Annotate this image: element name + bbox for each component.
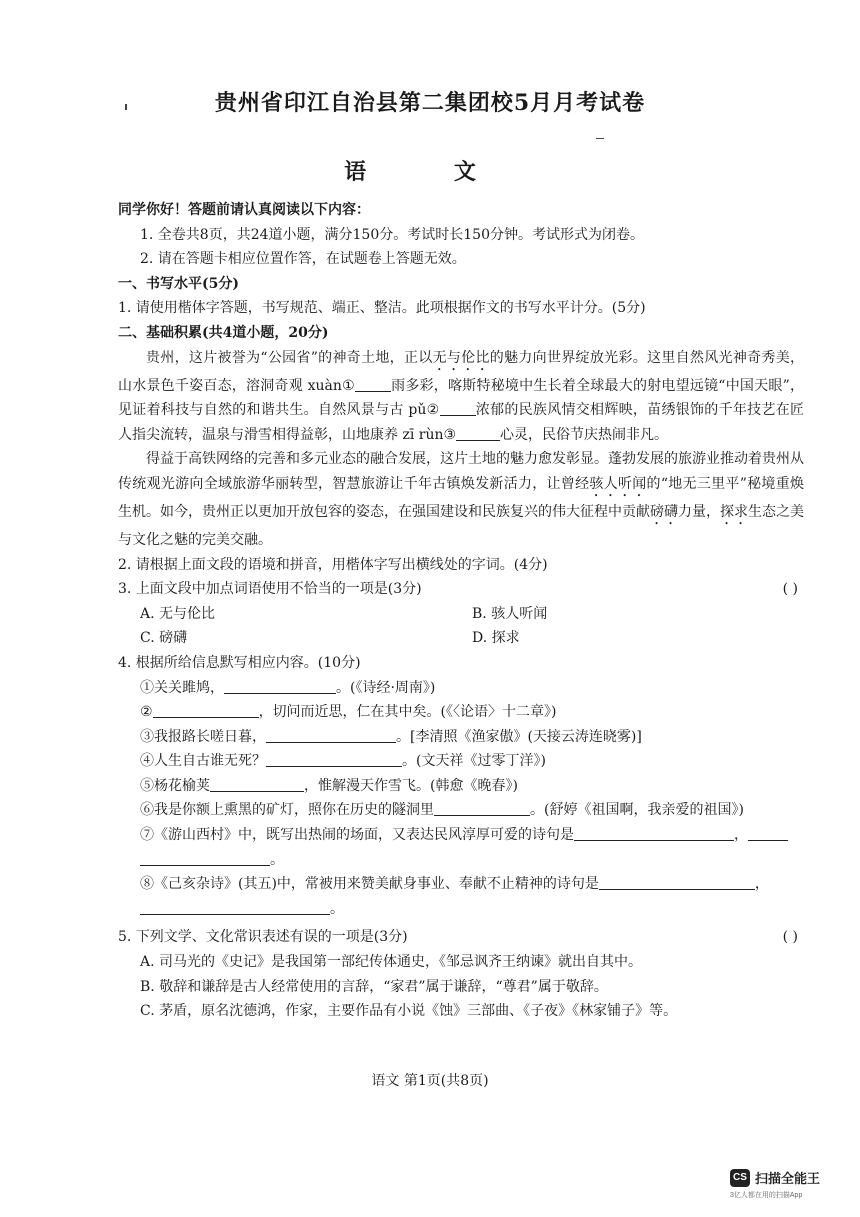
question-3-options-row-1 (118, 602, 804, 627)
scanner-watermark (730, 1168, 840, 1200)
recite-line-7: ⑦《游山西村》中，既写出热闹的场面，又表达民风淳厚可爱的诗句是 ， (118, 823, 804, 848)
recite-line-1: ①关关雎鸠， 。(《诗经·周南》) (140, 679, 436, 696)
question-3-options-row-2 (118, 626, 804, 651)
question-5: 5. 下列文学、文化常识表述有误的一项是(3分) ( ) (118, 925, 804, 950)
recite-line-5: ⑤杨花榆荚 ，惟解漫天作雪飞。(韩愈《晚春》) (140, 777, 518, 794)
recite-blank (140, 900, 330, 915)
reading-passage-2: 得益于高铁网络的完善和多元业态的融合发展，这片土地的魅力愈发彰显。蓬勃发展的旅游业推动着贵州从传统观光游向全域旅游华丽转型，智慧旅游让千年古镇焕发新活力，让曾经骇人听闻的“地无三里平”秘境重焕生机。如今，贵州正以更加开放包容的姿态，在强国建设和民族复兴的伟大征程中贡献磅礴力量，探求生态之美与文化之魅的完美交融。 (118, 451, 804, 548)
dotted-word-2: 骇人听闻 (589, 475, 647, 492)
dotted-word-3: 磅礴 (650, 503, 678, 520)
fill-blank-2 (440, 401, 476, 416)
recite-blank (224, 679, 336, 694)
answer-bracket: ( ) (782, 581, 798, 598)
watermark-tagline: 3亿人都在用的扫描App (730, 1192, 803, 1199)
option-b: B. 敬辞和谦辞是古人经常使用的言辞，“家君”属于谦辞，“尊君”属于敬辞。 (140, 978, 608, 995)
instruction-item-1: 1. 全卷共8页，共24道小题，满分150分。考试时长150分钟。考试形式为闭卷。 (140, 226, 644, 243)
recite-blank (434, 801, 530, 816)
exam-title: 贵州省印江自治县第二集团校5月月考试卷 (214, 90, 646, 116)
question-3: 3. 上面文段中加点词语使用不恰当的一项是(3分) ( ) (118, 577, 804, 602)
recite-blank (266, 752, 402, 767)
question-1: 1. 请使用楷体字答题，书写规范、端正、整洁。此项根据作文的书写水平计分。(5分) (118, 300, 646, 317)
recite-blank (153, 703, 259, 718)
recite-line-2: ② ，切问而近思，仁在其中矣。(《〈论语〉十二章》) (140, 704, 557, 721)
option-a: A. 无与伦比 (140, 605, 216, 622)
recite-line-8-continued: 。 (118, 897, 804, 922)
section-1-heading: 一、书写水平(5分) (118, 275, 239, 292)
reading-passage-1: 贵州，这片被誉为“公园省”的神奇土地，正以无与伦比的魅力向世界绽放光彩。这里自然风光神奇秀美，山水景色千姿百态，溶洞奇观 xuàn① 雨多彩，喀斯特秘境中生长着全球最大的射电望远镜“中国天眼”，见证着科技与自然的和谐共生。自然风景与古 pǔ② 浓郁的民族风情交相辉映，苗绣银饰的千年技艺在匠人指尖流转，温泉与滑雪相得益彰，山地康养 zī rùn③ 心灵，民俗节庆热闹非凡。 (118, 349, 805, 443)
recite-blank (140, 851, 270, 866)
answer-bracket: ( ) (782, 929, 798, 946)
recite-line-7-continued: 。 (118, 848, 804, 873)
instructions-greeting: 同学你好！答题前请认真阅读以下内容： (118, 202, 370, 218)
section-2-heading: 二、基础积累(共4道小题，20分) (118, 324, 329, 341)
recite-blank (574, 826, 734, 841)
page-footer: 语文 第1页(共8页) (371, 1073, 489, 1089)
recite-blank (266, 728, 396, 743)
recite-line-6: ⑥我是你额上熏黑的矿灯，照你在历史的隧洞里 。(舒婷《祖国啊，我亲爱的祖国》) (140, 802, 744, 819)
option-c: C. 磅礴 (140, 630, 188, 647)
recite-blank (748, 826, 788, 841)
recite-blank (210, 777, 304, 792)
option-b: B. 骇人听闻 (472, 605, 548, 622)
fill-blank-3 (456, 426, 500, 441)
recite-blank (599, 875, 755, 890)
dotted-word-4: 探求 (720, 503, 748, 520)
recite-line-8: ⑧《己亥杂诗》(其五)中，常被用来赞美献身事业、奉献不止精神的诗句是 ， (140, 876, 769, 893)
option-c: C. 茅盾，原名沈德鸿，作家，主要作品有小说《蚀》三部曲、《子夜》《林家铺子》等。 (140, 1003, 678, 1020)
subject-title: 语 文 (344, 159, 516, 185)
dotted-word-1: 无与伦比 (432, 349, 490, 366)
question-4: 4. 根据所给信息默写相应内容。(10分) (118, 654, 361, 671)
option-a: A. 司马光的《史记》是我国第一部纪传体通史，《邹忌讽齐王纳谏》就出自其中。 (140, 954, 643, 971)
question-2: 2. 请根据上面文段的语境和拼音，用楷体字写出横线处的字词。(4分) (118, 556, 548, 573)
scan-speck (596, 138, 604, 139)
watermark-name: 扫描全能王 (755, 1171, 821, 1186)
exam-body (118, 198, 804, 1024)
instruction-item-2: 2. 请在答题卡相应位置作答，在试题卷上答题无效。 (140, 251, 466, 268)
option-d: D. 探求 (472, 630, 520, 647)
recite-line-4: ④人生自古谁无死？ 。(文天祥《过零丁洋》) (140, 753, 546, 770)
recite-line-3: ③我报路长嗟日暮， 。[李清照《渔家傲》(天接云涛连晓雾)] (140, 728, 642, 745)
fill-blank-1 (355, 377, 391, 392)
camscanner-logo-icon: CS (730, 1169, 750, 1187)
